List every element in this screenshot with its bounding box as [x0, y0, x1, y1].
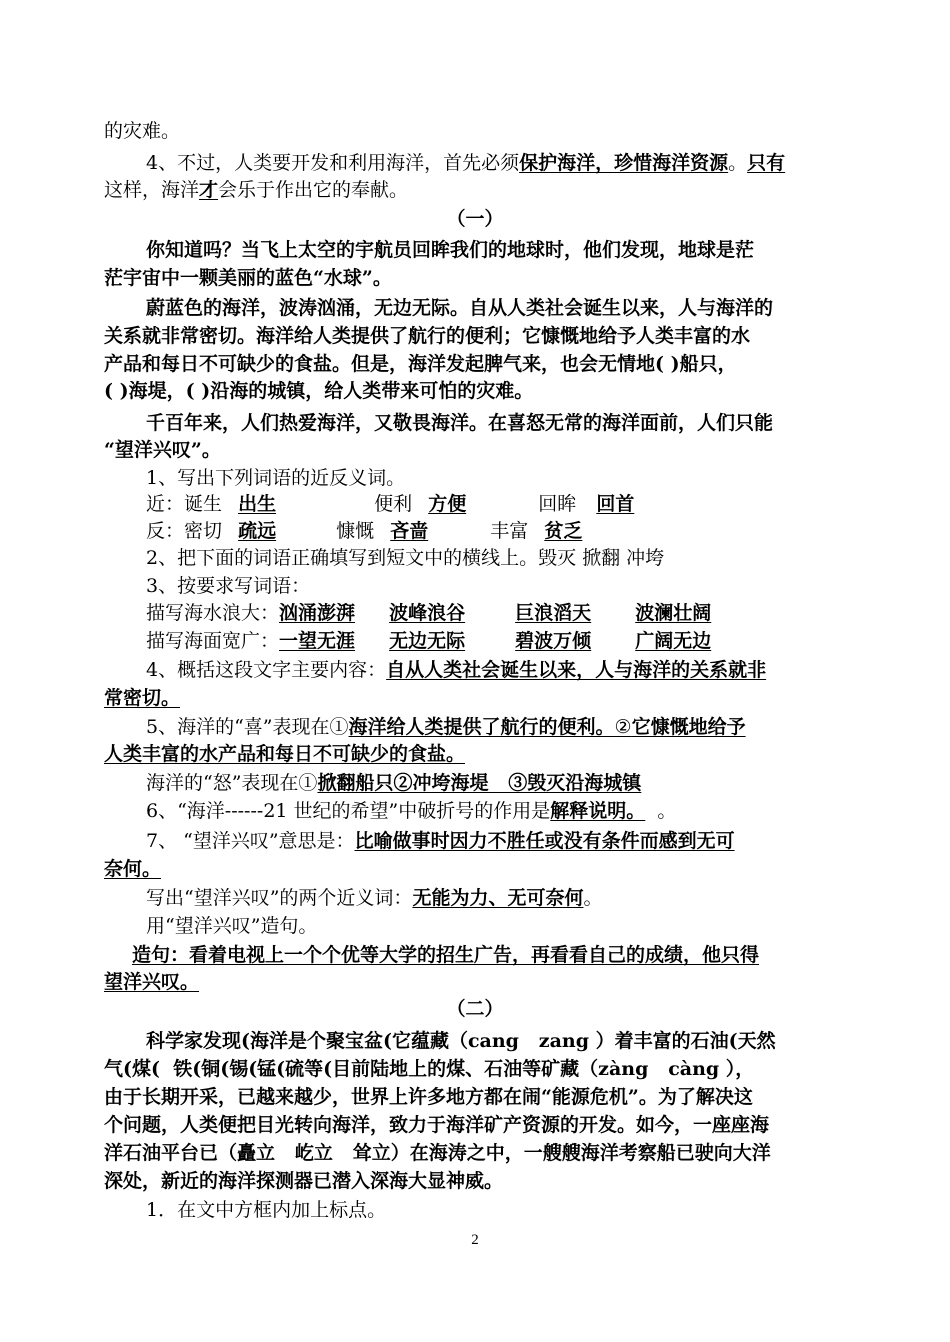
- answer-text: 无边无际: [389, 630, 466, 652]
- text-line: ( )海堤，( )沿海的城镇，给人类带来可怕的灾难。: [104, 380, 534, 402]
- text-line: 由于长期开采，已越来越少，世界上许多地方都在闹“能源危机”。为了解决这: [104, 1086, 753, 1108]
- text-span: 。: [728, 152, 748, 174]
- answer-text: 常密切。: [104, 687, 181, 709]
- question-3: 3、按要求写词语：: [146, 575, 311, 597]
- text-span: ②: [614, 716, 632, 738]
- answer-text: 才: [199, 179, 219, 201]
- answer-text: 解释说明。: [550, 800, 646, 822]
- label: 7、 “望洋兴叹”意思是：: [146, 830, 355, 852]
- question-1: 1、写出下列词语的近反义词。: [146, 467, 406, 489]
- label: 近：诞生: [146, 493, 223, 515]
- label: 5、海洋的“喜”表现在①: [146, 716, 349, 738]
- answer-text: 波峰浪谷: [389, 602, 466, 624]
- answer-text: 一望无涯: [279, 630, 356, 652]
- answer-text: 疏远: [238, 520, 277, 542]
- section-heading: （二）: [446, 998, 504, 1020]
- question-6: [146, 798, 676, 824]
- text-line: [104, 177, 408, 203]
- answer-text: 碧波万倾: [515, 630, 592, 652]
- answer-text: 奈何。: [104, 858, 162, 880]
- answer-text: 它慷慨地给予: [631, 716, 746, 738]
- synonym-line: [146, 491, 634, 517]
- text-line: 蔚蓝色的海洋，波涛汹涌，无边无际。自从人类社会诞生以来，人与海洋的: [146, 297, 774, 319]
- text-span: 这样，海洋: [104, 179, 200, 201]
- text-line: [146, 150, 785, 176]
- question-2: 2、把下面的词语正确填写到短文中的横线上。毁灭 掀翻 冲垮: [146, 547, 665, 569]
- text-span: 。: [645, 800, 677, 822]
- answer-text: 造句：看着电视上一个个优等大学的招生广告，再看看自己的成绩，他只得: [132, 944, 760, 966]
- question-7c: 用“望洋兴叹”造句。: [146, 915, 318, 937]
- answer-text: 海洋给人类提供了航行的便利。: [348, 716, 615, 738]
- section-heading: （一）: [446, 208, 504, 230]
- answer-text: 望洋兴叹。: [104, 971, 200, 993]
- text-line: 茫宇宙中一颗美丽的蓝色“水球”。: [104, 267, 392, 289]
- answer-text: 掀翻船只②冲垮海堤 ③毁灭沿海城镇: [317, 772, 642, 794]
- answer-text: 保护海洋，珍惜海洋资源: [519, 152, 729, 174]
- label: 写出“望洋兴叹”的两个近义词：: [146, 887, 413, 909]
- answer-text: 贫乏: [544, 520, 583, 542]
- label: 6、“海洋------21 世纪的希望”中破折号的作用是: [146, 800, 551, 822]
- text-line: 气(煤( 铁(铜(锡(锰(硫等(目前陆地上的煤、石油等矿藏（zàng càng ），: [104, 1058, 755, 1080]
- answer-text: 回首: [596, 493, 635, 515]
- words-line: [146, 628, 711, 654]
- text-span: 。: [583, 887, 603, 909]
- text-line: 关系就非常密切。海洋给人类提供了航行的便利；它慷慨地给予人类丰富的水: [104, 325, 751, 347]
- question-5: [146, 714, 746, 740]
- answer-text: 出生: [238, 493, 277, 515]
- text-line: 的灾难。: [104, 120, 181, 142]
- answer-text: 波澜壮阔: [635, 602, 712, 624]
- text-line: 深处，新近的海洋探测器已潜入深海大显神威。: [104, 1170, 504, 1192]
- antonym-line: [146, 518, 582, 544]
- label: 丰富: [490, 520, 529, 542]
- label: 描写海面宽广：: [146, 630, 280, 652]
- page-number: 2: [471, 1232, 479, 1248]
- text-line: “望洋兴叹”。: [104, 439, 221, 461]
- text-span: 会乐于作出它的奉献。: [218, 179, 409, 201]
- question-7: [146, 828, 735, 854]
- label: 慷慨: [336, 520, 375, 542]
- answer-text: 广阔无边: [635, 630, 712, 652]
- answer-text: 无能为力、无可奈何: [412, 887, 584, 909]
- label: 4、概括这段文字主要内容：: [146, 659, 387, 681]
- text-line: 你知道吗？当飞上太空的宇航员回眸我们的地球时，他们发现，地球是茫: [146, 239, 755, 261]
- label: 反：密切: [146, 520, 223, 542]
- label: 便利: [374, 493, 413, 515]
- answer-text: 人类丰富的水产品和每日不可缺少的食盐。: [104, 743, 466, 765]
- label: 描写海水浪大：: [146, 602, 280, 624]
- text-line: 个问题，人类便把目光转向海洋，致力于海洋矿产资源的开发。如今，一座座海: [104, 1114, 770, 1136]
- text-line: 科学家发现(海洋是个聚宝盆(它蕴藏（cang zang ）着丰富的石油(天然: [146, 1030, 776, 1052]
- text-line: 产品和每日不可缺少的食盐。但是，海洋发起脾气来，也会无情地( )船只，: [104, 353, 737, 375]
- answer-text: 自从人类社会诞生以来，人与海洋的关系就非: [386, 659, 767, 681]
- label: 回眸: [538, 493, 577, 515]
- text-line: 洋石油平台已（矗立 屹立 耸立）在海涛之中，一艘艘海洋考察船已驶向大洋: [104, 1142, 771, 1164]
- question-5b: [146, 770, 641, 796]
- words-line: [146, 600, 711, 626]
- question-7b: [146, 885, 602, 911]
- text-span: 4、不过，人类要开发和利用海洋，首先必须: [146, 152, 520, 174]
- answer-text: 汹涌澎湃: [279, 602, 356, 624]
- question-4: [146, 657, 766, 683]
- answer-text: 吝啬: [390, 520, 429, 542]
- label: 海洋的“怒”表现在①: [146, 772, 318, 794]
- answer-text: 只有: [747, 152, 786, 174]
- answer-text: 方便: [428, 493, 467, 515]
- answer-text: 比喻做事时因力不胜任或没有条件而感到无可: [354, 830, 735, 852]
- text-line: 千百年来，人们热爱海洋，又敬畏海洋。在喜怒无常的海洋面前，人们只能: [146, 412, 774, 434]
- answer-text: 巨浪滔天: [515, 602, 592, 624]
- text-line: 1．在文中方框内加上标点。: [146, 1199, 387, 1221]
